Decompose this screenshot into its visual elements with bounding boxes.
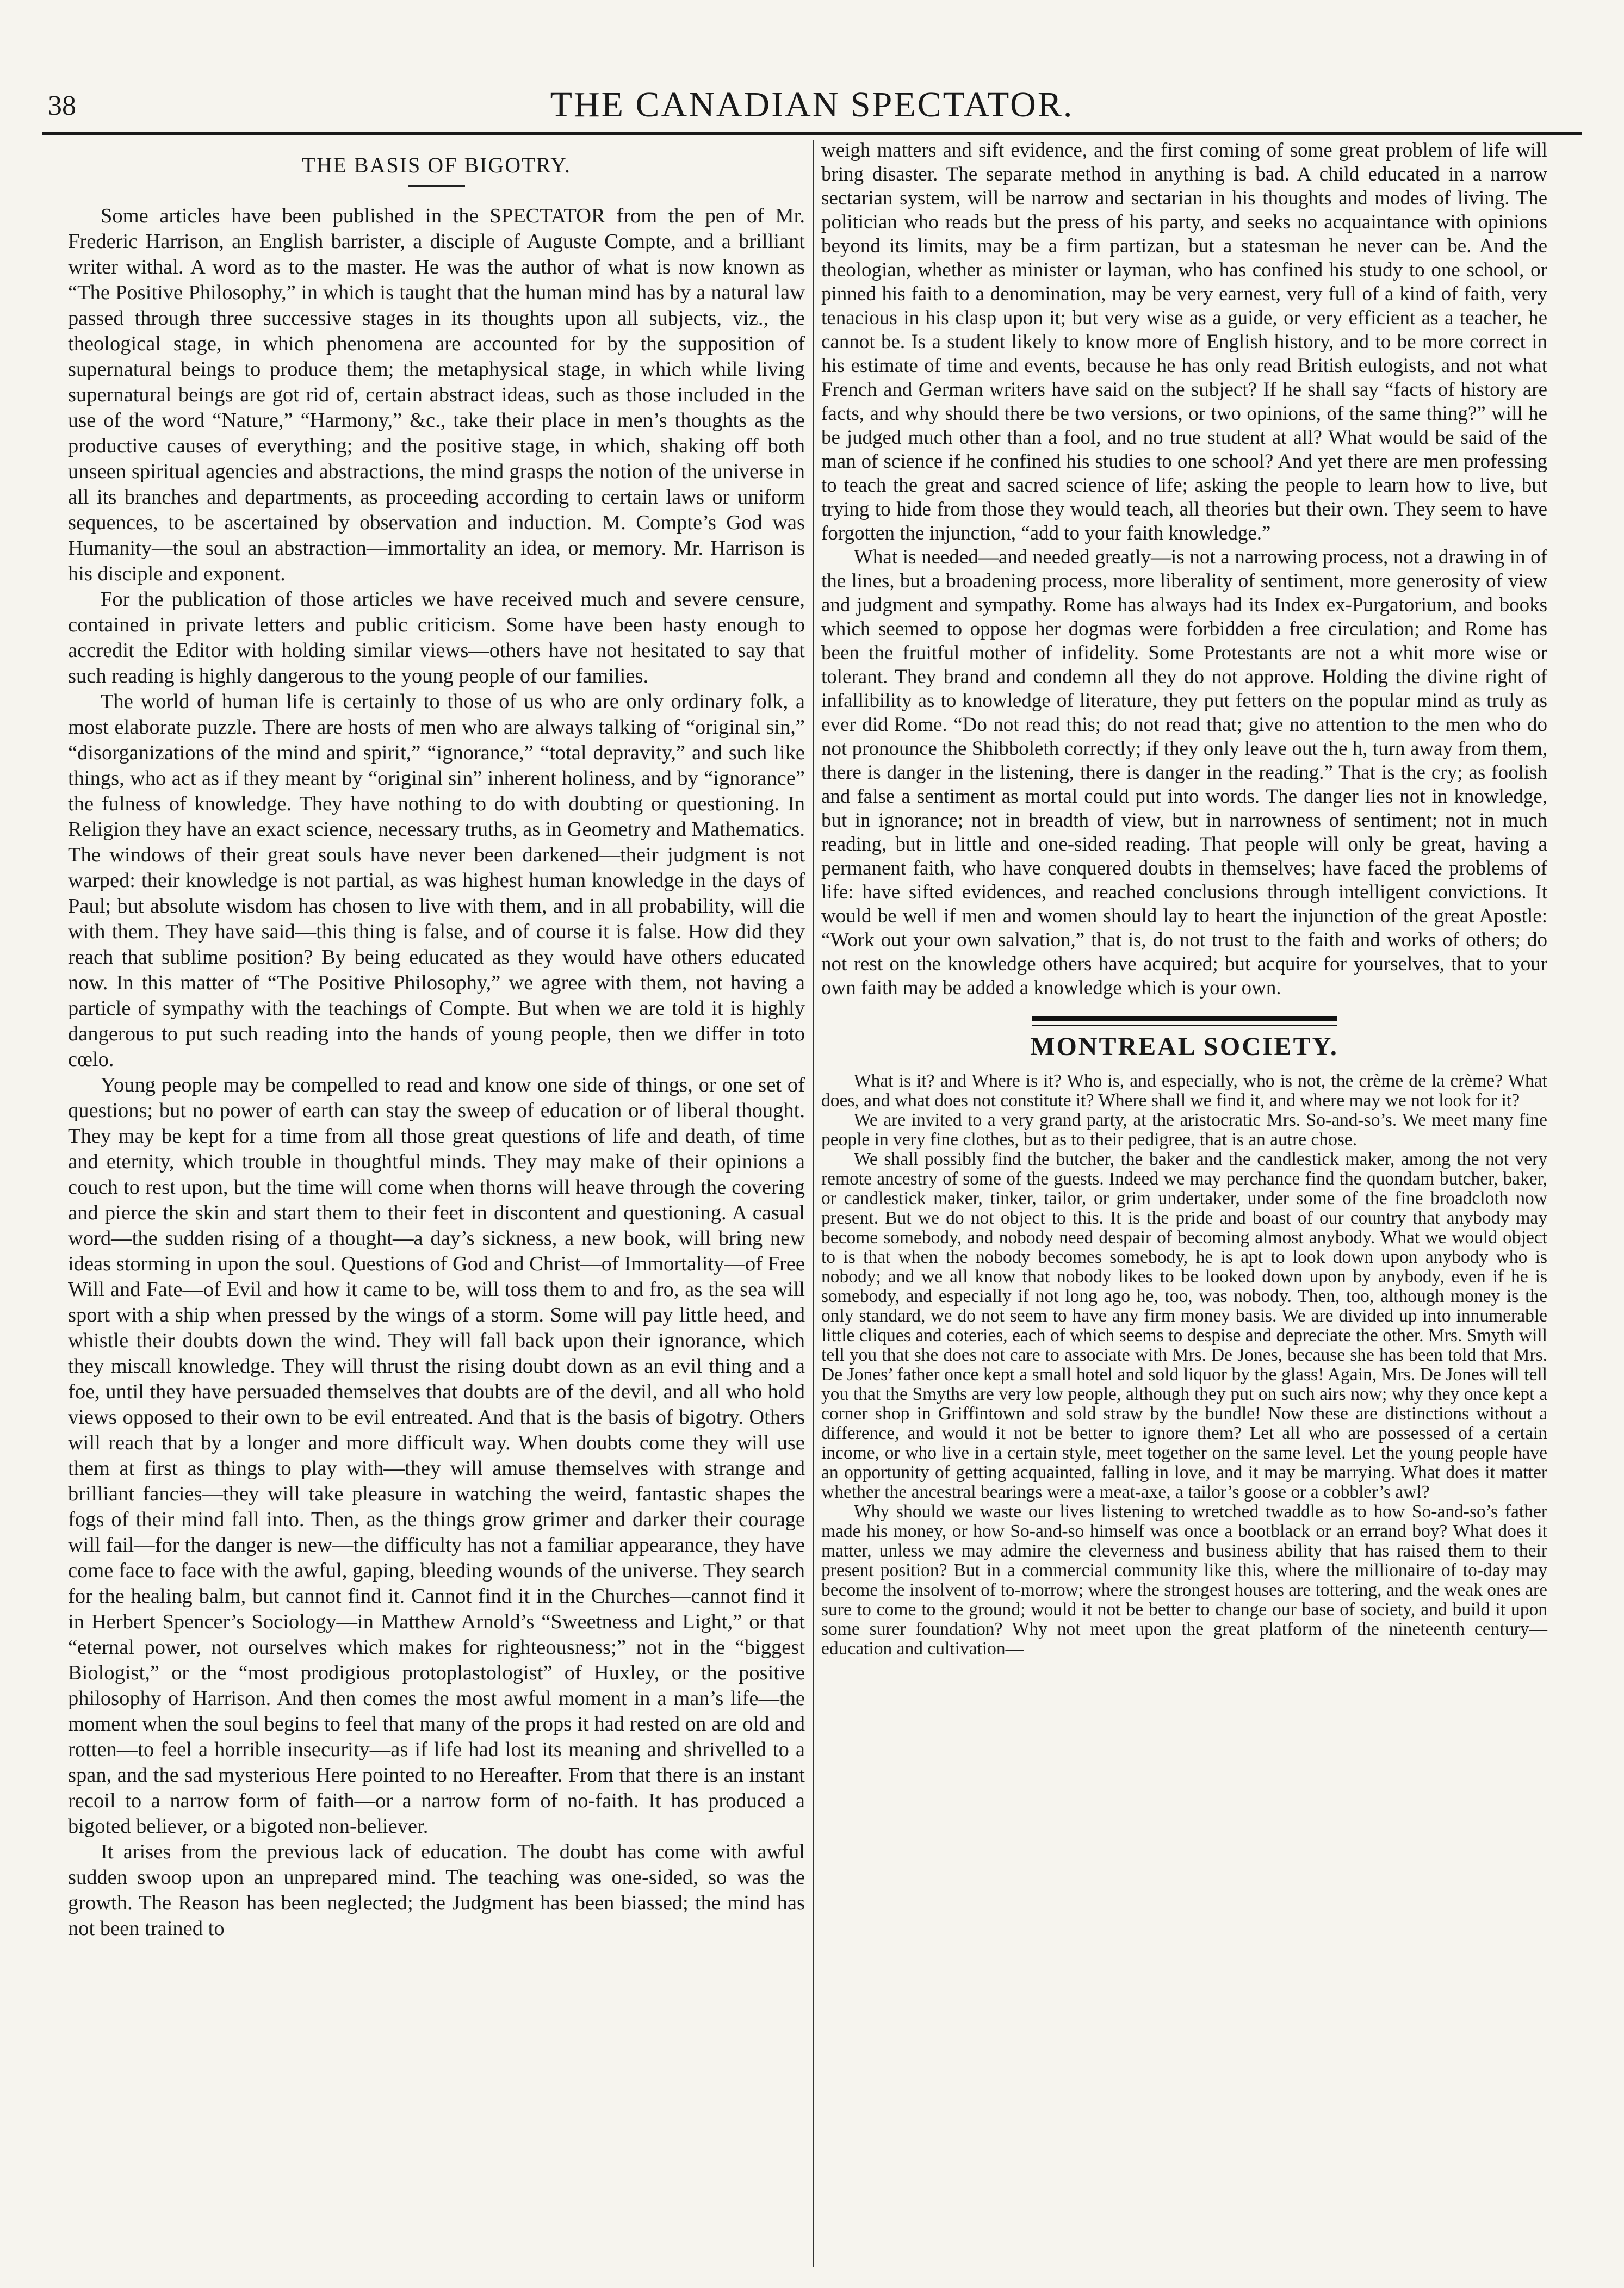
section-break-rule bbox=[1032, 1016, 1337, 1026]
article-title-montreal-society: MONTREAL SOCIETY. bbox=[1030, 1032, 1338, 1061]
article-title-basis-of-bigotry: THE BASIS OF BIGOTRY. bbox=[302, 153, 571, 177]
column-divider bbox=[813, 140, 814, 2267]
article-paragraph: Why should we waste our lives listening to wretched twaddle as to how So-and-so’s father made his money, or how So-and-so himself was once a bootblack or an errand boy? What does it matter, unless we may admire the cleverness and business ability that has raised them to their present position? But in a commercial community like this, where the millionaire of to-day may become the insolvent of to-morrow; where the strongest houses are tottering, and the weak ones are sure to come to the ground; would it not be better to change our base of society, and build it upon some surer foundation? Why not meet upon the great platform of the nineteenth century—education and cultivation— bbox=[821, 1502, 1547, 1659]
article-paragraph: For the publication of those articles we have received much and severe censure, contained in private letters and public criticism. Some have been hasty enough to accredit the Editor with holding similar views—others have not hesitated to say that such reading is highly dangerous to the young people of our families. bbox=[68, 588, 805, 687]
article-continuation bbox=[821, 139, 1547, 1000]
title-rule bbox=[408, 185, 465, 187]
header-rule bbox=[42, 132, 1582, 135]
article-paragraph: What is it? and Where is it? Who is, and especially, who is not, the crème de la crème? What does, and what does not constitute it? Where shall we find it, and where may we not look for it? bbox=[821, 1071, 1547, 1111]
right-column bbox=[821, 139, 1547, 1659]
article-paragraph: What is needed—and needed greatly—is not a narrowing process, not a drawing in of the lines, but a broadening process, more liberality of sentiment, more generosity of view and judgment and sympathy. Rome has always had its Index ex-Purgatorium, and books which seemed to oppose her dogmas were forbidden a free circulation; and Rome has been the fruitful mother of infidelity. Some Protestants are not a whit more wise or tolerant. They brand and condemn all they do not approve. Holding the divine right of infallibility as to knowledge of literature, they put fetters on the popular mind as truly as ever did Rome. “Do not read this; do not read that; give no attention to the men who do not pronounce the Shibboleth correctly; if they only leave out the h, turn away from them, there is danger in the listening, there is danger in the reading.” That is the cry; as foolish and false a sentiment as mortal could put into words. The danger lies not in knowledge, but in ignorance; not in breadth of view, but in narrowness of sentiment; not in much reading, but in little and one-sided reading. That people will only be great, having a permanent faith, who have conquered doubts in themselves; have faced the problems of life: have sifted evidences, and reached conclusions through intelligent convictions. It would be well if men and women should lay to heart the injunction of the great Apostle: “Work out your own salvation,” that is, do not trust to the faith and works of others; do not rest on the knowledge others have acquired; but acquire for yourselves, that to your own faith may be added a knowledge which is your own. bbox=[821, 546, 1547, 999]
left-column bbox=[68, 139, 805, 1942]
article-paragraph: The world of human life is certainly to those of us who are only ordinary folk, a most elaborate puzzle. There are hosts of men who are always talking of “original sin,” “disorganizations of the mind and spirit,” “ignorance,” “total depravity,” and such like things, who act as if they meant by “original sin” inherent holiness, and by “ignorance” the fulness of knowledge. They have nothing to do with doubting or questioning. In Religion they have an exact science, necessary truths, as in Geometry and Mathematics. The windows of their great souls have never been darkened—their judgment is not warped: their knowledge is not partial, as was highest human knowledge in the days of Paul; but absolute wisdom has chosen to live with them, and in all probability, will die with them. They have said—this thing is false, and of course it is false. How did they reach that sublime position? By being educated as they would have others educated now. In this matter of “The Positive Philosophy,” we agree with them, not having a particle of sympathy with the teachings of Compte. But when we are told it is highly dangerous to put such reading into the hands of young people, then we differ in toto cœlo. bbox=[68, 690, 805, 1071]
page-header bbox=[42, 82, 1582, 131]
article-paragraph: It arises from the previous lack of education. The doubt has come with awful sudden swoop upon an unprepared mind. The teaching was one-sided, so was the growth. The Reason has been neglected; the Judgment has been biassed; the mind has not been trained to bbox=[68, 1840, 805, 1940]
article-paragraph: We are invited to a very grand party, at the aristocratic Mrs. So-and-so’s. We meet many fine people in very fine clothes, but as to their pedigree, that is an autre chose. bbox=[821, 1110, 1547, 1150]
masthead: THE CANADIAN SPECTATOR. bbox=[550, 85, 1074, 125]
page-number: 38 bbox=[48, 90, 76, 121]
article-paragraph: Young people may be compelled to read and know one side of things, or one set of questions; but no power of earth can stay the sweep of education or of liberal thought. They may be kept for a time from all those great questions of life and death, of time and eternity, which trouble in thoughtful minds. They may make of their opinions a couch to rest upon, but the time will come when thorns will heave through the covering and pierce the skin and start them to their feet in discontent and questioning. A casual word—the sudden rising of a thought—a day’s sickness, a new book, will bring new ideas storming in upon the soul. Questions of God and Christ—of Immortality—of Free Will and Fate—of Evil and how it came to be, will toss them to and fro, as the sea will sport with a ship when pressed by the wings of a storm. Some will pay little heed, and whistle their doubts down the wind. They will fall back upon their ignorance, which they miscall knowledge. They will thrust the rising doubt down as an evil thing and a foe, until they have persuaded themselves that doubts are of the devil, and all who hold views opposed to their own to be evil entreated. And that is the basis of bigotry. Others will reach that by a longer and more difficult way. When doubts come they will use them at first as things to play with—they will amuse themselves with strange and brilliant fancies—they will take pleasure in watching the weird, fantastic shapes the fogs of their mind fall into. Then, as the things grow grimer and darker their courage will fail—for the danger is new—the difficulty has not a familiar appearance, they have come face to face with the awful, gaping, bleeding wounds of the universe. They search for the healing balm, but cannot find it. Cannot find it in the Churches—cannot find it in Herbert Spencer’s Sociology—in Matthew Arnold’s “Sweetness and Light,” or that “eternal power, not ourselves which makes for righteousness;” not in the “biggest Biologist,” or the “most prodigious protoplastologist” of Huxley, or the positive philosophy of Harrison. And then comes the most awful moment in a man’s life—the moment when the soul begins to feel that many of the props it had rested on are old and rotten—to feel a horrible insecurity—as if life had lost its meaning and shrivelled to a span, and the sad mysterious Here pointed to no Hereafter. From that there is an instant recoil to a narrow form of faith—or a narrow form of no-faith. It has produced a bigoted believer, or a bigoted non-believer. bbox=[68, 1074, 805, 1838]
article-paragraph: Some articles have been published in the SPECTATOR from the pen of Mr. Frederic Harrison, an English barrister, a disciple of Auguste Compte, and a brilliant writer withal. A word as to the master. He was the author of what is now known as “The Positive Philosophy,” in which is taught that the human mind has by a natural law passed through three successive stages in its thoughts upon all subjects, viz., the theological stage, in which phenomena are accounted for by the supposition of supernatural beings to produce them; the metaphysical stage, in which while living supernatural beings are got rid of, certain abstract ideas, such as those included in the use of the word “Nature,” “Harmony,” &c., take their place in men’s thoughts as the productive causes of everything; and the positive stage, in which, shaking off both unseen spiritual agencies and abstractions, the mind grasps the notion of the universe in all its branches and departments, as proceeding according to certain laws or uniform sequences, to be ascertained by observation and induction. M. Compte’s God was Humanity—the soul an abstraction—immortality an idea, or memory. Mr. Harrison is his disciple and exponent. bbox=[68, 204, 805, 585]
article-montreal-society bbox=[821, 1032, 1547, 1659]
article-paragraph: We shall possibly find the butcher, the baker and the candlestick maker, among the not very remote ancestry of some of the guests. Indeed we may perchance find the quondam butcher, baker, or candlestick maker, tinker, tailor, or grim undertaker, under some of the fine broadcloth now present. But we do not object to this. It is the pride and boast of our country that anybody may become somebody, and nobody need despair of becoming almost anybody. What we would object to is that when the nobody becomes somebody, he is apt to look down upon anybody who is nobody; and we all know that nobody likes to be looked down upon by anybody, even if he is somebody, and especially if not long ago he, too, was nobody. Then, too, although money is the only standard, we do not seem to have any firm money basis. We are divided up into innumerable little cliques and coteries, each of which seems to despise and depreciate the other. Mrs. Smyth will tell you that she does not care to associate with Mrs. De Jones, because she has been told that Mrs. De Jones’ father once kept a small hotel and sold liquor by the glass! Again, Mrs. De Jones will tell you that the Smyths are very low people, although they put on such airs now; why they once kept a corner shop in Griffintown and sold straw by the bundle! Now these are distinctions without a difference, and would it not be better to ignore them? Let all who are possessed of a certain income, or who live in a certain style, meet together on the same level. Let the young people have an opportunity of getting acquainted, falling in love, and it may be marrying. What does it matter whether the ancestral bearings were a meat-axe, a tailor’s goose or a cobbler’s awl? bbox=[821, 1149, 1547, 1502]
article-paragraph: weigh matters and sift evidence, and the first coming of some great problem of life will bring disaster. The separate method in anything is bad. A child educated in a narrow sectarian system, will be narrow and sectarian in his thoughts and modes of living. The politician who reads but the press of his party, and seeks no acquaintance with opinions beyond its limits, may be a firm partizan, but a statesman he never can be. And the theologian, whether as minister or layman, who has confined his study to one school, or pinned his faith to a denomination, may be very earnest, very full of a kind of faith, very tenacious in his clasp upon it; but very wise as a guide, or very efficient as a teacher, he cannot be. Is a student likely to know more of English history, and to be more correct in his estimate of time and events, because he has only read British eulogists, and not what French and German writers have said on the subject? If he shall say “facts of history are facts, and why should there be two versions, or two opinions, of the same thing?” will he be judged much other than a fool, and no true student at all? What would be said of the man of science if he confined his studies to one school? And yet there are men professing to teach the great and sacred science of life; asking the people to learn how to live, but trying to hide from those they would teach, all theories but their own. They seem to have forgotten the injunction, “add to your faith knowledge.” bbox=[821, 139, 1547, 544]
